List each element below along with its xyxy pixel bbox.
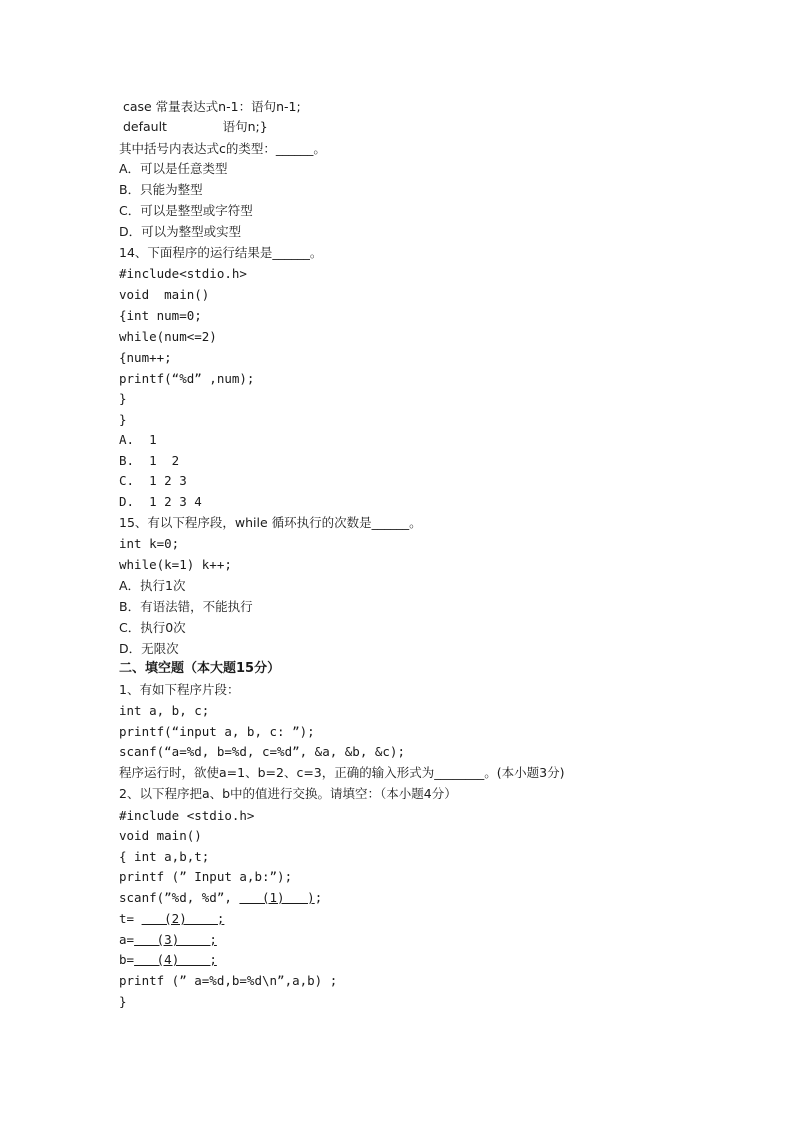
code-line: printf(“input a, b, c: ”); bbox=[119, 724, 315, 739]
text-line: case 常量表达式n-1：语句n-1; bbox=[119, 99, 301, 114]
option-line: D. 1 2 3 4 bbox=[119, 494, 202, 509]
text-line: default 语句n;} bbox=[119, 119, 268, 134]
section-heading: 二、填空题（本大题15分） bbox=[119, 661, 281, 676]
question-line: 14、下面程序的运行结果是______。 bbox=[119, 245, 323, 260]
code-line: #include<stdio.h> bbox=[119, 266, 247, 281]
blank-4: (4) ; bbox=[134, 952, 217, 967]
code-line: } bbox=[119, 412, 127, 427]
scanf-suffix: ; bbox=[314, 890, 323, 905]
code-line: {num++; bbox=[119, 350, 172, 365]
code-line-b bbox=[119, 950, 217, 970]
question-line: 15、有以下程序段，while 循环执行的次数是______。 bbox=[119, 515, 422, 530]
code-line-a bbox=[119, 930, 217, 950]
option-line: B．有语法错，不能执行 bbox=[119, 599, 253, 614]
code-line: void main() bbox=[119, 828, 202, 843]
blank-2: (2) ; bbox=[141, 911, 225, 926]
option-line: C．执行0次 bbox=[119, 620, 186, 635]
option-line: C. 1 2 3 bbox=[119, 473, 187, 488]
code-line: printf (” a=%d,b=%d\n”,a,b) ; bbox=[119, 973, 338, 988]
code-line: } bbox=[119, 391, 127, 406]
code-line: void main() bbox=[119, 287, 210, 302]
code-line: while(num<=2) bbox=[119, 329, 217, 344]
code-line: { int a,b,t; bbox=[119, 849, 210, 864]
option-line: D．可以为整型或实型 bbox=[119, 224, 242, 239]
option-line: B．只能为整型 bbox=[119, 182, 203, 197]
code-line: scanf(“a=%d, b=%d, c=%d”, &a, &b, &c); bbox=[119, 744, 405, 759]
code-line: } bbox=[119, 994, 127, 1009]
assign-label: b= bbox=[119, 952, 135, 967]
code-line: #include <stdio.h> bbox=[119, 808, 255, 823]
assign-label: a= bbox=[119, 932, 135, 947]
blank-3: (3) ; bbox=[134, 932, 217, 947]
option-line: B. 1 2 bbox=[119, 453, 180, 468]
option-line: A．执行1次 bbox=[119, 578, 186, 593]
question-line: 1、有如下程序片段： bbox=[119, 682, 240, 697]
option-line: D．无限次 bbox=[119, 641, 179, 656]
question-line: 2、以下程序把a、b中的值进行交换。请填空：（本小题4分） bbox=[119, 786, 457, 801]
code-line: int a, b, c; bbox=[119, 703, 210, 718]
blank-1: (1) ) bbox=[239, 890, 315, 905]
text-line: 其中括号内表达式c的类型：______。 bbox=[119, 141, 326, 156]
code-line: while(k=1) k++; bbox=[119, 557, 232, 572]
code-line: printf (” Input a,b:”); bbox=[119, 869, 293, 884]
scanf-prefix: scanf(”%d, %d”, bbox=[119, 890, 240, 905]
code-line: {int num=0; bbox=[119, 308, 202, 323]
option-line: A. 1 bbox=[119, 432, 157, 447]
code-line-scanf bbox=[119, 888, 322, 908]
assign-label: t= bbox=[119, 911, 142, 926]
option-line: C．可以是整型或字符型 bbox=[119, 203, 253, 218]
option-line: A．可以是任意类型 bbox=[119, 161, 228, 176]
question-line: 程序运行时，欲使a=1、b=2、c=3，正确的输入形式为________。(本小题3分) bbox=[119, 765, 565, 780]
code-line-t bbox=[119, 909, 224, 929]
code-line: printf(“%d” ,num); bbox=[119, 371, 255, 386]
code-line: int k=0; bbox=[119, 536, 180, 551]
